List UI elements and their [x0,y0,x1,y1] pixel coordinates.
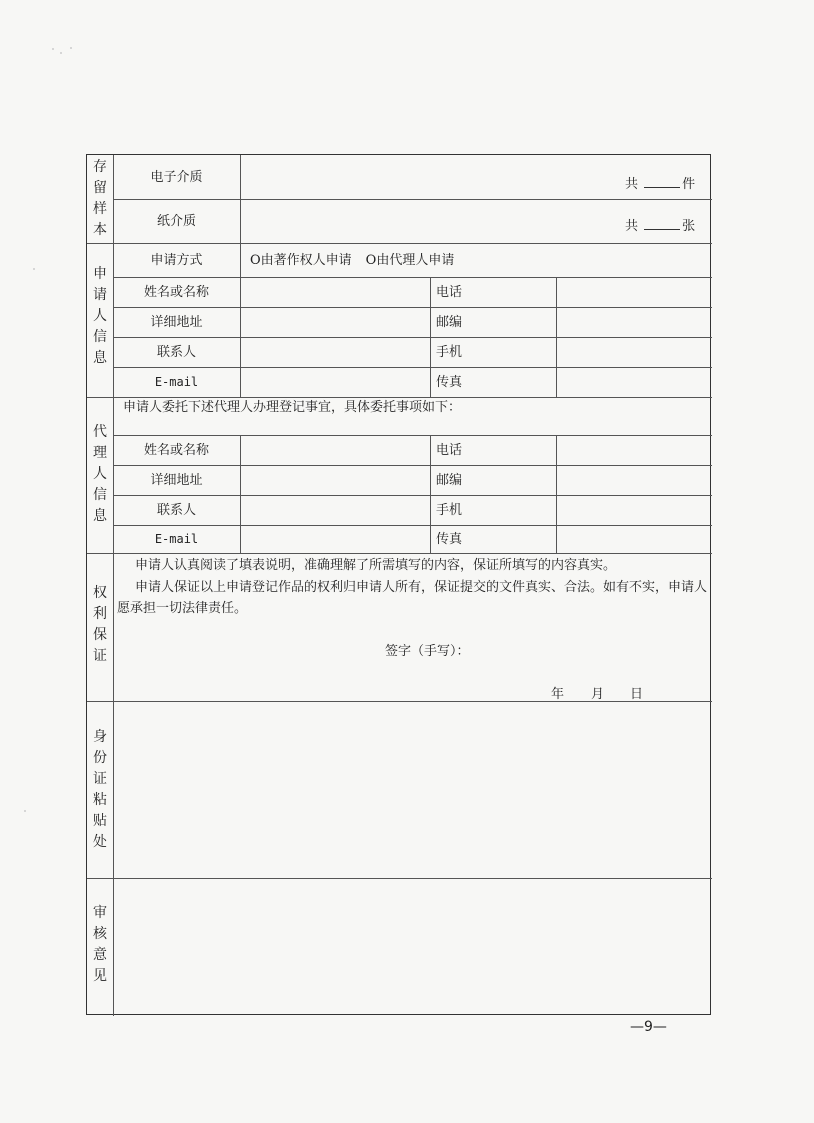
count-unit: 张 [682,219,696,234]
applicant-postcode-field[interactable] [557,307,712,337]
divider [87,553,712,554]
agent-postcode-field[interactable] [557,465,712,495]
applicant-contact-label: 联系人 [156,344,196,360]
agent-fax-label: 传真 [436,531,463,547]
applicant-name-field[interactable] [241,277,430,307]
registration-form-table [86,154,711,1015]
date-month-label: 月 [591,687,605,702]
scan-artifact [70,47,72,49]
review-opinion-area[interactable] [114,879,712,1015]
delegation-statement: 申请人委托下述代理人办理登记事宜，具体委托事项如下： [123,400,462,415]
signature-field[interactable] [477,639,677,663]
count-unit: 件 [682,177,696,192]
scan-artifact [24,810,26,812]
divider [240,155,241,243]
rights-guarantee-label: 权 利 保 证 [93,585,107,664]
applicant-phone-label: 电话 [436,284,463,300]
paper-media-label: 纸介质 [156,213,196,229]
applicant-address-label: 详细地址 [150,314,203,330]
agent-phone-label: 电话 [436,442,463,458]
agent-email-label: E-mail [154,532,199,546]
applicant-info-label: 申 请 人 信 息 [93,266,107,366]
agent-address-field[interactable] [241,465,430,495]
agent-contact-label: 联系人 [156,502,196,518]
id-card-paste-label: 身 份 证 粘 贴 处 [93,729,107,850]
applicant-fax-field[interactable] [557,367,712,397]
guarantee-line-1: 申请人认真阅读了填表说明，准确理解了所需填写的内容，保证所填写的内容真实。 [135,558,617,573]
agent-contact-field[interactable] [241,495,430,525]
electronic-count[interactable] [625,173,695,192]
applicant-contact-field[interactable] [241,337,430,367]
paper-count[interactable] [625,215,695,234]
agent-phone-field[interactable] [557,435,712,465]
scan-artifact [60,52,62,54]
applicant-email-field[interactable] [241,367,430,397]
agent-info-label: 代 理 人 信 息 [93,424,107,524]
agent-name-label: 姓名或名称 [143,442,209,458]
signature-label: 签字（手写）： [385,644,470,659]
guarantee-line-3: 愿承担一切法律责任。 [117,601,248,616]
agent-mobile-field[interactable] [557,495,712,525]
application-method-label: 申请方式 [150,252,203,268]
option-owner-radio[interactable]: O由著作权人申请 [250,252,352,268]
applicant-fax-label: 传真 [436,374,463,390]
count-blank[interactable] [644,218,680,230]
applicant-name-label: 姓名或名称 [143,284,209,300]
applicant-phone-field[interactable] [557,277,712,307]
agent-name-field[interactable] [241,435,430,465]
guarantee-line-2: 申请人保证以上申请登记作品的权利归申请人所有，保证提交的文件真实、合法。如有不实，申请人 [135,580,708,595]
option-agent-radio[interactable]: O由代理人申请 [365,252,455,268]
date-year-label: 年 [551,687,565,702]
electronic-media-label: 电子介质 [150,169,203,185]
applicant-postcode-label: 邮编 [436,314,463,330]
count-blank[interactable] [644,176,680,188]
applicant-address-field[interactable] [241,307,430,337]
id-card-paste-area [114,702,712,878]
application-method-options [244,243,454,277]
agent-postcode-label: 邮编 [436,472,463,488]
agent-mobile-label: 手机 [436,502,463,518]
applicant-email-label: E-mail [154,375,199,389]
applicant-mobile-field[interactable] [557,337,712,367]
review-opinion-label: 审 核 意 见 [93,905,107,984]
page-number: —9— [630,1019,667,1035]
count-prefix: 共 [625,219,639,234]
scan-artifact [52,48,54,50]
scan-artifact [33,268,35,270]
date-day-label: 日 [630,687,644,702]
count-prefix: 共 [625,177,639,192]
applicant-mobile-label: 手机 [436,344,463,360]
retained-samples-label: 存 留 样 本 [93,159,107,238]
agent-fax-field[interactable] [557,525,712,553]
delegation-details-field[interactable] [114,417,712,435]
agent-email-field[interactable] [241,525,430,553]
agent-address-label: 详细地址 [150,472,203,488]
